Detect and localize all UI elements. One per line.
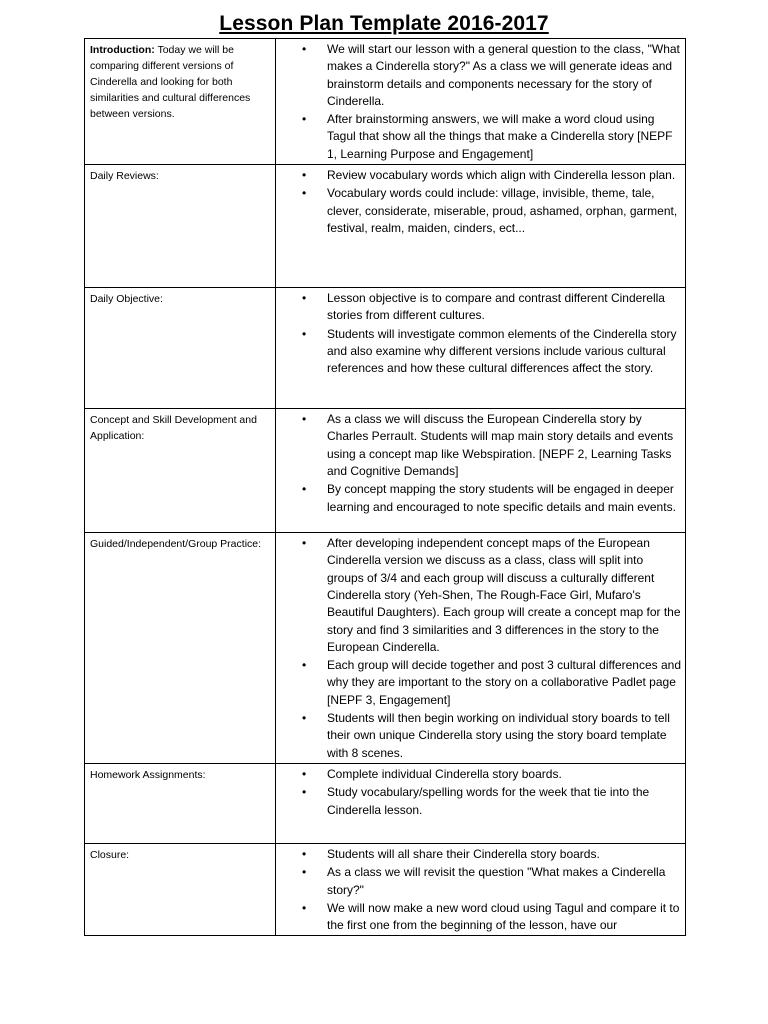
table-row-closure [85, 843, 686, 935]
row-content-homework [276, 763, 686, 843]
table-row-concept-skill [85, 409, 686, 533]
list-item [278, 846, 681, 863]
list-item [278, 766, 681, 783]
table-row-daily-objective [85, 288, 686, 409]
bullet-text: After brainstorming answers, we will make a word cloud using Tagul that show all the things that make a Cinderella story [NEPF 1, Learning Purpose and Engagement] [327, 112, 673, 161]
bullet-dot: • [302, 536, 307, 551]
row-label-text: Daily Objective: [90, 293, 163, 306]
bullet-list [278, 167, 681, 237]
bullet-list [278, 41, 681, 163]
row-label-text: Closure: [90, 848, 130, 861]
list-item [278, 900, 681, 935]
bullet-dot: • [302, 326, 307, 341]
row-label-daily-objective [85, 288, 276, 409]
bullet-dot: • [302, 785, 307, 800]
lesson-plan-table [84, 38, 686, 936]
list-item [278, 535, 681, 656]
bullet-dot: • [302, 482, 307, 497]
row-label-text: Daily Reviews: [90, 170, 159, 183]
row-label-introduction [85, 39, 276, 165]
bullet-dot: • [302, 186, 307, 201]
bullet-list [278, 846, 681, 934]
bullet-dot: • [302, 112, 307, 127]
bullet-text: Review vocabulary words which align with Cinderella lesson plan. [327, 168, 676, 183]
bullet-text: By concept mapping the story students will be engaged in deeper learning and encouraged to note specific details and main events. [327, 482, 676, 514]
bullet-dot: • [302, 766, 307, 781]
bullet-text: As a class we will discuss the European Cinderella story by Charles Perrault. Students will map main story details and events using a concept map like Webspiration. [NEPF 2, Learning Tasks and Cognitive Demands] [327, 412, 674, 478]
row-label-text: Guided/Independent/Group Practice: [90, 538, 262, 551]
list-item [278, 710, 681, 762]
bullet-text: We will start our lesson with a general question to the class, "What makes a Cinderella story?" As a class we will generate ideas and brainstorm details and components necessary for the story of Cinderella. [327, 42, 680, 108]
bullet-text: We will now make a new word cloud using Tagul and compare it to the first one from the beginning of the lesson, have our [327, 900, 680, 933]
row-label-concept-skill [85, 409, 276, 533]
table-row-introduction [85, 39, 686, 165]
list-item [278, 411, 681, 480]
row-label-text: Homework Assignments: [90, 768, 206, 781]
bullet-dot: • [302, 412, 307, 427]
bullet-text: Each group will decide together and post 3 cultural differences and why they are important to the story on a collaborative Padlet page [NEPF 3, Engagement] [327, 658, 682, 707]
bullet-dot: • [302, 711, 307, 726]
list-item [278, 41, 681, 110]
bullet-text: Students will investigate common elements of the Cinderella story and also examine why different versions include various cultural references and how these cultural differences affect the story. [327, 326, 677, 376]
bullet-list [278, 411, 681, 516]
bullet-list [278, 766, 681, 819]
bullet-list [278, 290, 681, 377]
bullet-text: Students will all share their Cinderella story boards. [327, 846, 600, 861]
bullet-list [278, 535, 681, 762]
table-row-homework [85, 763, 686, 843]
row-label-text: Concept and Skill Development and Application: [90, 414, 257, 443]
list-item [278, 167, 681, 184]
bullet-dot: • [302, 168, 307, 183]
bullet-text: Study vocabulary/spelling words for the week that tie into the Cinderella lesson. [327, 785, 650, 817]
row-label-lead: Introduction: [90, 44, 155, 56]
row-label-practice [85, 533, 276, 764]
bullet-text: Students will then begin working on individual story boards to tell their own unique Cinderella story using the story board template with 8 scenes. [327, 711, 670, 760]
row-content-practice [276, 533, 686, 764]
bullet-text: Complete individual Cinderella story boards. [327, 766, 562, 781]
list-item [278, 784, 681, 819]
row-label-text: Today we will be comparing different versions of Cinderella and looking for both similarities and cultural differences between versions. [90, 44, 251, 120]
list-item [278, 657, 681, 709]
bullet-text: As a class we will revisit the question "What makes a Cinderella story?" [327, 865, 666, 897]
table-row-daily-reviews [85, 165, 686, 288]
list-item [278, 290, 681, 325]
bullet-text: Vocabulary words could include: village, invisible, theme, tale, clever, considerate, miserable, proud, ashamed, orphan, garment, festival, realm, maiden, cinders, ect... [327, 186, 678, 235]
bullet-dot: • [302, 658, 307, 673]
row-content-closure [276, 843, 686, 935]
list-item [278, 185, 681, 237]
bullet-text: Lesson objective is to compare and contrast different Cinderella stories from different cultures. [327, 291, 665, 323]
list-item [278, 481, 681, 516]
row-content-daily-reviews [276, 165, 686, 288]
list-item [278, 326, 681, 378]
row-label-closure [85, 843, 276, 935]
page-title: Lesson Plan Template 2016-2017 [219, 12, 549, 35]
bullet-dot: • [302, 865, 307, 880]
row-content-introduction [276, 39, 686, 165]
row-label-homework [85, 763, 276, 843]
bullet-dot: • [302, 42, 307, 56]
table-row-practice [85, 533, 686, 764]
row-label-daily-reviews [85, 165, 276, 288]
bullet-text: After developing independent concept maps of the European Cinderella version we discuss as a class, class will split into groups of 3/4 and each group will discuss a culturally different Cinderella story (Yeh-Shen, The Rough-Face Girl, Mufaro's Beautiful Daughters). Each group will create a concept map for the story and find 3 similarities and 3 differences in the story to the European Cinderella. [327, 536, 681, 654]
row-content-concept-skill [276, 409, 686, 533]
row-content-daily-objective [276, 288, 686, 409]
list-item [278, 864, 681, 899]
bullet-dot: • [302, 291, 307, 306]
list-item [278, 111, 681, 163]
bullet-dot: • [302, 900, 307, 915]
bullet-dot: • [302, 846, 307, 861]
